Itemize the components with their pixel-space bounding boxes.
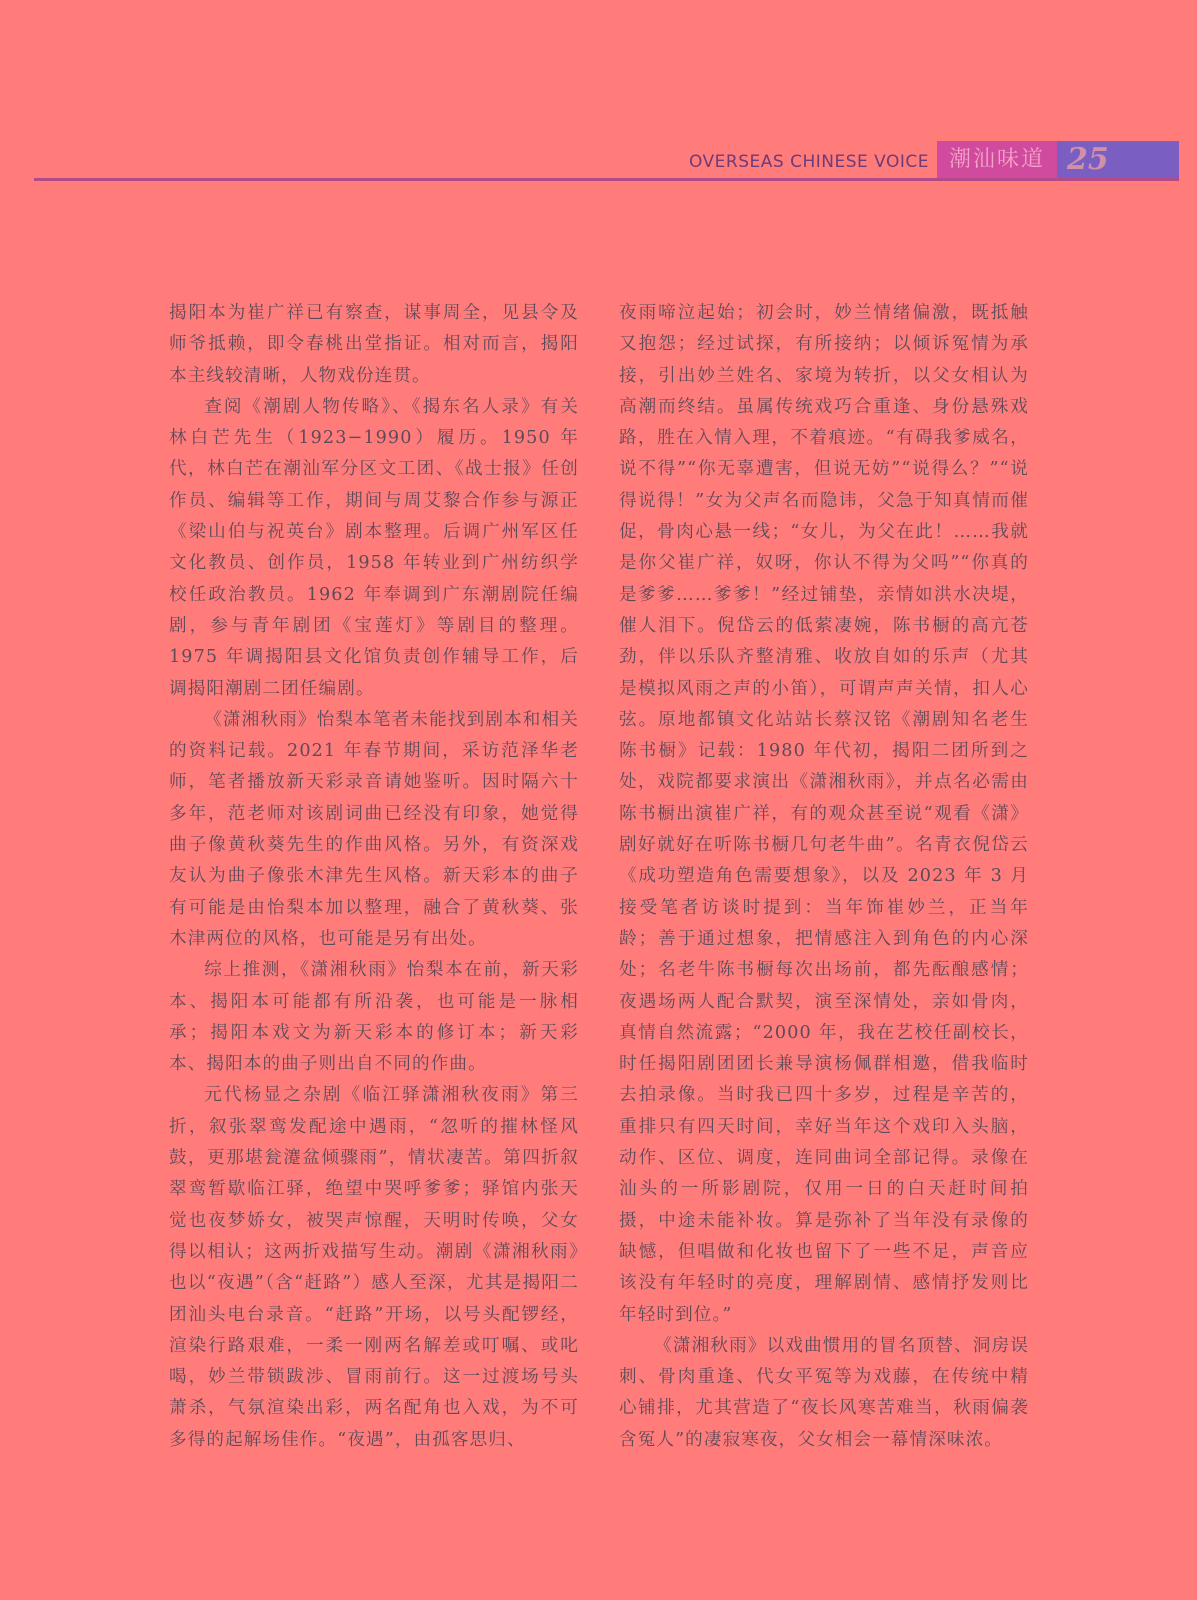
magazine-name: OVERSEAS CHINESE VOICE bbox=[688, 152, 929, 172]
paragraph: 《潇湘秋雨》以戏曲惯用的冒名顶替、洞房误刺、骨肉重逢、代女平冤等为戏藤，在传统中精心铺排，尤其营造了“夜长风寒苦难当，秋雨偏袭含冤人”的凄寂寒夜，父女相会一幕情深味浓。 bbox=[619, 1335, 1029, 1450]
paragraph: 综上推测，《潇湘秋雨》怡梨本在前，新天彩本、揭阳本可能都有所沿袭，也可能是一脉相承；揭阳本戏文为新天彩本的修订本；新天彩本、揭阳本的曲子则出自不同的作曲。 bbox=[169, 960, 579, 1075]
left-column bbox=[169, 298, 579, 1456]
paragraph: 查阅《潮剧人物传略》、《揭东名人录》有关林白芒先生（1923−1990）履历。1950 年代，林白芒在潮汕军分区文工团、《战士报》任创作员、编辑等工作，期间与周艾黎合作参与源正《梁山伯与祝英台》剧本整理。后调广州军区任文化教员、创作员，1958 年转业到广州纺织学校任政治教员。1962 年奉调到广东潮剧院任编剧，参与青年剧团《宝莲灯》等剧目的整理。1975 年调揭阳县文化馆负责创作辅导工作，后调揭阳潮剧二团任编剧。 bbox=[169, 396, 579, 699]
paragraph: 夜雨啼泣起始；初会时，妙兰情绪偏激，既抵触又抱怨；经过试探，有所接纳；以倾诉冤情为承接，引出妙兰姓名、家境为转折，以父女相认为高潮而终结。虽属传统戏巧合重逢、身份悬殊戏路，胜在入情入理，不着痕迹。“有碍我爹威名，说不得”“你无辜遭害，但说无妨”“说得么？”“说得说得！”女为父声名而隐讳，父急于知真情而催促，骨肉心悬一线；“女儿，为父在此！……我就是你父崔广祥，奴呀，你认不得为父吗”“你真的是爹爹……爹爹！”经过铺垫，亲情如洪水决堤，催人泪下。倪岱云的低萦凄婉，陈书橱的高亢苍劲，伴以乐队齐整清雅、收放自如的乐声（尤其是模拟风雨之声的小笛），可谓声声关情，扣人心弦。原地都镇文化站站长蔡汉铭《潮剧知名老生陈书橱》记载：1980 年代初，揭阳二团所到之处，戏院都要求演出《潇湘秋雨》，并点名必需由陈书橱出演崔广祥，有的观众甚至说“观看《潇》剧好就好在听陈书橱几句老牛曲”。名青衣倪岱云《成功塑造角色需要想象》，以及 2023 年 3 月接受笔者访谈时提到：当年饰崔妙兰，正当年龄；善于通过想象，把情感注入到角色的内心深处；名老牛陈书橱每次出场前，都先酝酿感情；夜遇场两人配合默契，演至深情处，亲如骨肉，真情自然流露；“2000 年，我在艺校任副校长，时任揭阳剧团团长兼导演杨佩群相邀，借我临时去拍录像。当时我已四十多岁，过程是辛苦的，重排只有四天时间，幸好当年这个戏印入头脑，动作、区位、调度，连同曲词全部记得。录像在汕头的一所影剧院，仅用一日的白天赶时间拍摄，中途未能补妆。算是弥补了当年没有录像的缺憾，但唱做和化妆也留下了一些不足，声音应该没有年轻时的亮度，理解剧情、感情抒发则比年轻时到位。” bbox=[619, 303, 1029, 1325]
section-label: 潮汕味道 bbox=[937, 141, 1057, 178]
page-header bbox=[0, 138, 1197, 184]
header-rule bbox=[34, 178, 1179, 181]
paragraph: 揭阳本为崔广祥已有察查，谋事周全，见县令及师爷抵赖，即令春桃出堂指证。相对而言，揭阳本主线较清晰，人物戏份连贯。 bbox=[169, 303, 579, 386]
right-column bbox=[619, 298, 1029, 1456]
page-number: 25 bbox=[1057, 141, 1179, 178]
paragraph: 《潇湘秋雨》怡梨本笔者未能找到剧本和相关的资料记载。2021 年春节期间，采访范泽华老师，笔者播放新天彩录音请她鉴听。因时隔六十多年，范老师对该剧词曲已经没有印象，她觉得曲子像黄秋葵先生的作曲风格。另外，有资深戏友认为曲子像张木津先生风格。新天彩本的曲子有可能是由怡梨本加以整理，融合了黄秋葵、张木津两位的风格，也可能是另有出处。 bbox=[169, 709, 579, 949]
paragraph: 元代杨显之杂剧《临江驿潇湘秋夜雨》第三折，叙张翠鸾发配途中遇雨，“忽听的摧林怪风鼓，更那堪瓮瀽盆倾骤雨”，情状凄苦。第四折叙翠鸾暂歇临江驿，绝望中哭呼爹爹；驿馆内张天觉也夜梦娇女，被哭声惊醒，天明时传唤，父女得以相认；这两折戏描写生动。潮剧《潇湘秋雨》也以“夜遇”（含“赶路”）感人至深，尤其是揭阳二团汕头电台录音。“赶路”开场，以号头配锣经，渲染行路艰难，一柔一刚两名解差或叮嘱、或叱喝，妙兰带锁跋涉、冒雨前行。这一过渡场号头萧杀，气氛渲染出彩，两名配角也入戏，为不可多得的起解场佳作。“夜遇”，由孤客思归、 bbox=[169, 1085, 579, 1450]
